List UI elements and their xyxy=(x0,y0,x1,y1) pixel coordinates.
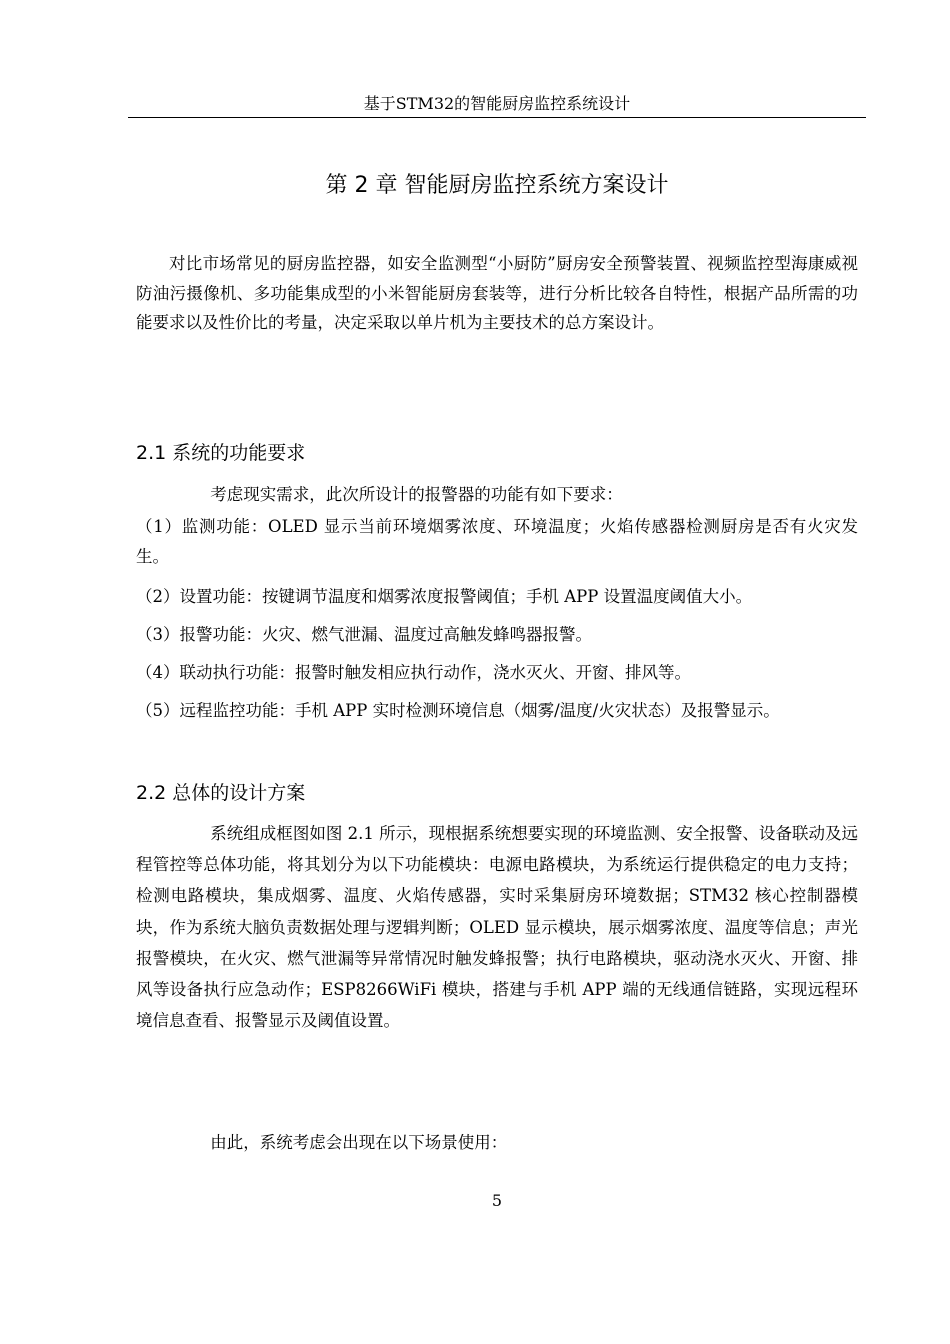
requirement-item-1: （1）监测功能：OLED 显示当前环境烟雾浓度、环境温度；火焰传感器检测厨房是否有火灾发生。 xyxy=(136,517,858,566)
intro-paragraph: 对比市场常见的厨房监控器，如安全监测型“小厨防”厨房安全预警装置、视频监控型海康威视防油污摄像机、多功能集成型的小米智能厨房套装等，进行分析比较各自特性，根据产品所需的功能要求以及性价比的考量，决定采取以单片机为主要技术的总方案设计。 xyxy=(136,254,858,332)
requirement-item-4: （4）联动执行功能：报警时触发相应执行动作，浇水灭火、开窗、排风等。 xyxy=(136,663,691,682)
requirement-item-5: （5）远程监控功能：手机 APP 实时检测环境信息（烟雾/温度/火灾状态）及报警显示。 xyxy=(136,701,780,720)
header-rule xyxy=(128,117,866,118)
requirement-item-3: （3）报警功能：火灾、燃气泄漏、温度过高触发蜂鸣器报警。 xyxy=(136,625,592,644)
design-paragraph: 系统组成框图如图 2.1 所示，现根据系统想要实现的环境监测、安全报警、设备联动及远程管控等总体功能，将其划分为以下功能模块：电源电路模块，为系统运行提供稳定的电力支持；检测电路模块，集成烟雾、温度、火焰传感器，实时采集厨房环境数据；STM32 核心控制器模块，作为系统大脑负责数据处理与逻辑判断；OLED 显示模块，展示烟雾浓度、温度等信息；声光报警模块，在火灾、燃气泄漏等异常情况时触发蜂报警；执行电路模块，驱动浇水灭火、开窗、排风等设备执行应急动作；ESP8266WiFi 模块，搭建与手机 APP 端的无线通信链路，实现远程环境信息查看、报警显示及阈值设置。 xyxy=(136,824,858,1031)
running-header: 基于STM32的智能厨房监控系统设计 xyxy=(363,94,631,113)
scenario-lead: 由此，系统考虑会出现在以下场景使用： xyxy=(210,1133,508,1152)
section-heading-2-2: 2.2 总体的设计方案 xyxy=(136,782,306,804)
section-heading-2-1: 2.1 系统的功能要求 xyxy=(136,442,306,464)
page-number: 5 xyxy=(491,1191,503,1210)
chapter-title: 第 2 章 智能厨房监控系统方案设计 xyxy=(325,173,669,198)
requirements-list xyxy=(136,512,858,734)
requirement-item-2: （2）设置功能：按键调节温度和烟雾浓度报警阈值；手机 APP 设置温度阈值大小。 xyxy=(136,587,753,606)
requirements-lead: 考虑现实需求，此次所设计的报警器的功能有如下要求： xyxy=(210,485,623,504)
